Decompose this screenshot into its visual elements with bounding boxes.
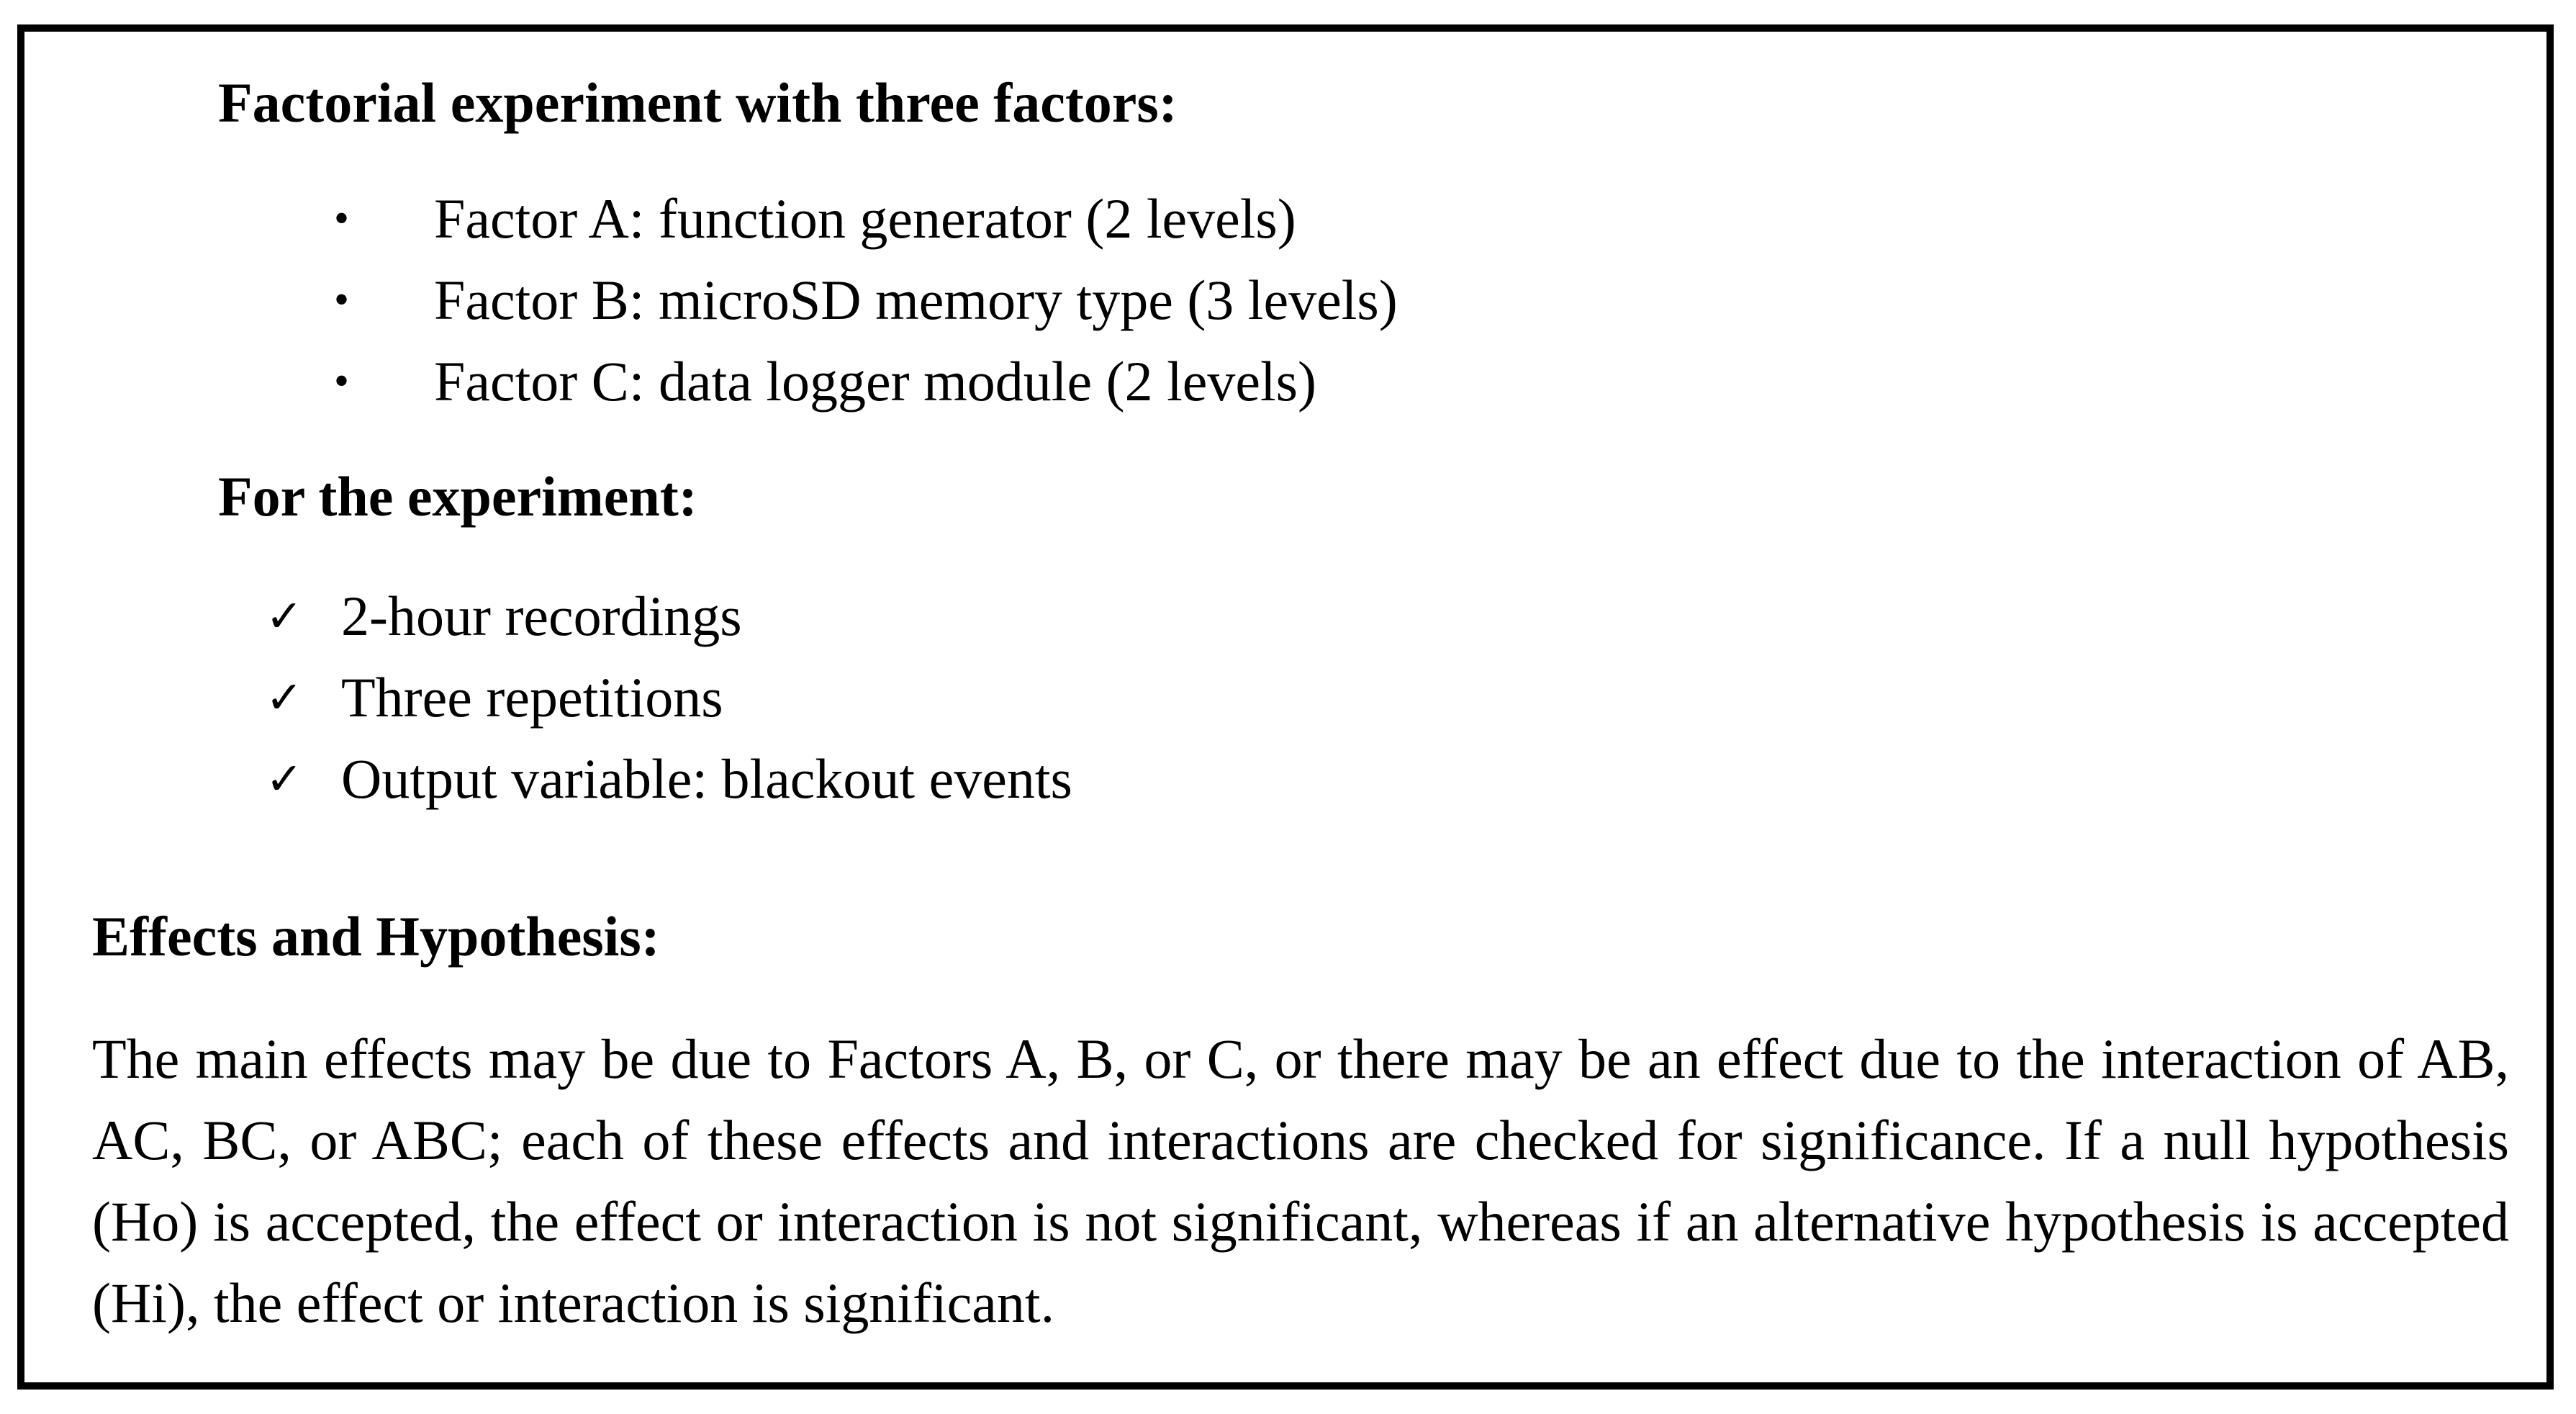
factor-c-text: Factor C: data logger module (2 levels) [434, 350, 1316, 413]
factor-a-text: Factor A: function generator (2 levels) [434, 187, 1296, 250]
recordings-text: 2-hour recordings [341, 585, 742, 647]
list-item [334, 341, 1398, 422]
checkmark-icon: ✓ [266, 752, 303, 805]
factor-b-text: Factor B: microSD memory type (3 levels) [434, 269, 1398, 331]
factorial-experiment-heading: Factorial experiment with three factors: [218, 71, 1178, 134]
output-variable-text: Output variable: blackout events [341, 747, 1072, 810]
for-the-experiment-heading: For the experiment: [218, 465, 697, 528]
list-item [334, 178, 1398, 259]
repetitions-text: Three repetitions [341, 666, 723, 729]
checkmark-icon: ✓ [266, 671, 303, 724]
effects-hypothesis-heading: Effects and Hypothesis: [92, 905, 660, 968]
effects-paragraph: The main effects may be due to Factors A, B, or C, or there may be an effect due to the interaction of AB, AC, BC, or ABC; each of these effects and interactions are checked for significance. If a null hypothesis (Ho) is accepted, the effect or interaction is not significant, whereas if an alternative hypothesis is accepted (Hi), the effect or interaction is significant. [92, 1027, 2509, 1334]
factor-list [334, 178, 1398, 422]
bullet-icon: • [334, 194, 350, 242]
experiment-list [266, 575, 1072, 819]
list-item [266, 575, 1072, 657]
list-item [266, 738, 1072, 819]
list-item [266, 657, 1072, 738]
bullet-icon: • [334, 276, 350, 323]
checkmark-icon: ✓ [266, 590, 303, 642]
list-item [334, 259, 1398, 341]
bullet-icon: • [334, 357, 350, 405]
